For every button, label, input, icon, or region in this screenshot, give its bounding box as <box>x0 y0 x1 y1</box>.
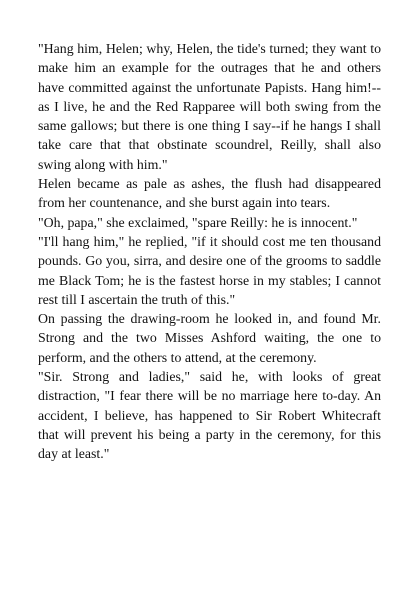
paragraph-1: "Hang him, Helen; why, Helen, the tide's turned; they want to make him an example for the outrages that he and others have committed against the unfortunate Papists. Hang him!--as I live, he and the Red Rapparee will both swing from the same gallows; but there is one thing I say--if he hangs I shall take care that that obstinate scoundrel, Reilly, shall also swing along with him." <box>38 41 381 172</box>
paragraph-2: Helen became as pale as ashes, the flush had disappeared from her countenance, and she burst again into tears. <box>38 176 381 211</box>
paragraph-3: "Oh, papa," she exclaimed, "spare Reilly: he is innocent." <box>38 214 358 230</box>
page-body <box>38 39 381 464</box>
paragraph-6: "Sir. Strong and ladies," said he, with looks of great distraction, "I fear there will be no marriage here to-day. An accident, I believe, has happened to Sir Robert Whitecraft that will prevent his being a party in the ceremony, for this day at least." <box>38 369 381 462</box>
paragraph-4: "I'll hang him," he replied, "if it should cost me ten thousand pounds. Go you, sirra, and desire one of the grooms to saddle me Black Tom; he is the fastest horse in my stables; I cannot rest till I ascertain the truth of this." <box>38 233 381 307</box>
paragraph-5: On passing the drawing-room he looked in, and found Mr. Strong and the two Misses Ashford waiting, the one to perform, and the others to attend, at the ceremony. <box>38 311 381 365</box>
